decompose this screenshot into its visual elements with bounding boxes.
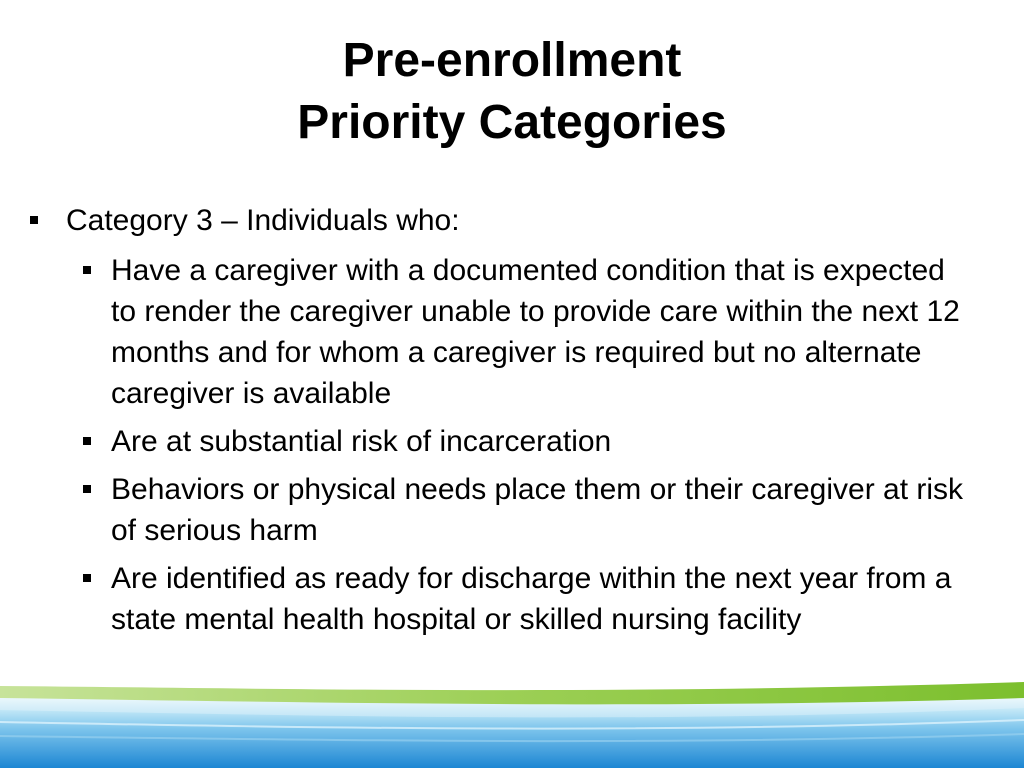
sub-bullet-text: Are at substantial risk of incarceration [111, 425, 612, 458]
sub-bullet-list [73, 250, 978, 640]
sub-bullet-text: Have a caregiver with a documented condition that is expected to render the caregiver unable to provide care within the next 12 months and for whom a caregiver is required but no alternate caregiver is available [111, 254, 960, 410]
bullet-text: Category 3 – Individuals who: [66, 204, 460, 237]
sub-bullet-text: Are identified as ready for discharge within the next year from a state mental health hospital or skilled nursing facility [111, 562, 952, 636]
title-line-1: Pre-enrollment [342, 34, 682, 87]
sub-bullet-discharge-ready [73, 558, 978, 640]
sub-bullet-caregiver-condition [73, 250, 978, 414]
square-bullet-icon [83, 266, 91, 274]
square-bullet-icon [83, 485, 91, 493]
title-line-2: Priority Categories [297, 96, 727, 149]
square-bullet-icon [83, 574, 91, 582]
square-bullet-icon [83, 437, 91, 445]
bullet-category-3 [28, 200, 978, 241]
slide-title [0, 30, 1024, 154]
sub-bullet-text: Behaviors or physical needs place them or their caregiver at risk of serious harm [111, 473, 964, 547]
footer-wave-decoration [0, 678, 1024, 768]
square-bullet-icon [30, 216, 38, 224]
sub-bullet-serious-harm [73, 469, 978, 551]
bullet-list [28, 200, 978, 647]
sub-bullet-incarceration-risk [73, 421, 978, 462]
